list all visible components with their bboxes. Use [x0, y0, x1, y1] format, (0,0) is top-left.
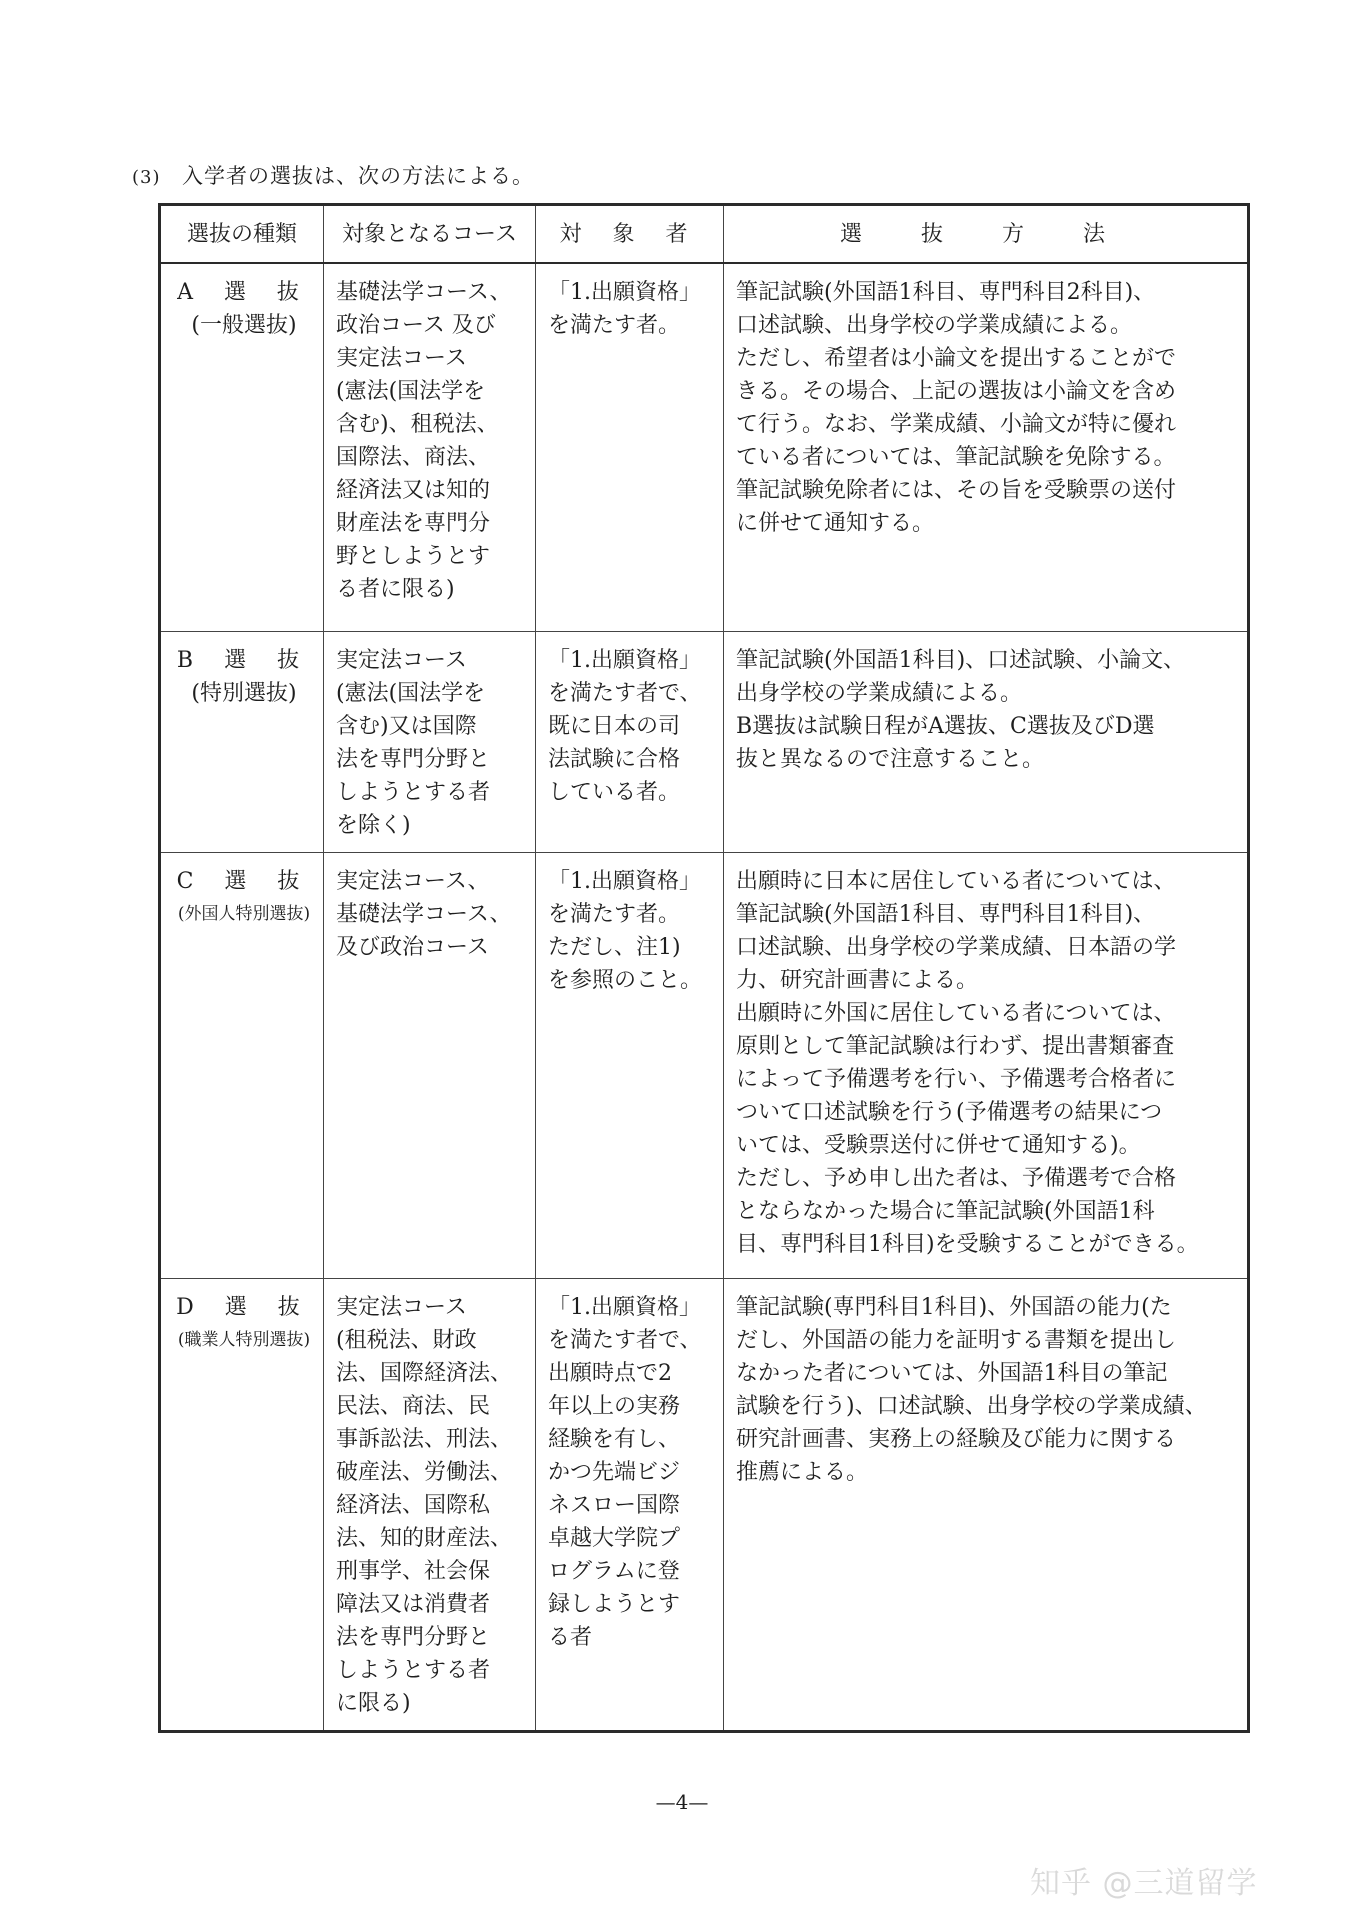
selection-type-name: C 選 抜 [176, 868, 312, 894]
applicant-line: 出願時点で2 [548, 1360, 672, 1386]
applicant-line: している者。 [548, 779, 681, 805]
header-target-course: 対象となるコース [324, 205, 536, 264]
applicant-line: ネスロー国際 [548, 1492, 681, 1518]
applicant-line: 「1.出願資格」 [548, 280, 701, 305]
course-line: 国際法、商法、 [336, 445, 491, 470]
selection-type-subtitle: (外国人特別選抜) [177, 903, 311, 924]
watermark: 知乎 @三道留学 [1030, 1866, 1258, 1901]
course-line: を除く) [336, 812, 411, 838]
course-line: しようとする者 [336, 1657, 491, 1683]
applicant-line: ログラムに登 [548, 1558, 680, 1584]
method-line: によって予備選考を行い、予備選考合格者に [736, 1066, 1177, 1092]
course-line: 含む)、租税法、 [336, 412, 499, 437]
selection-type-name: D 選 抜 [176, 1294, 312, 1320]
selection-method-cell [724, 1278, 1249, 1731]
eligible-applicant-cell [536, 631, 724, 852]
course-line: に限る) [336, 1690, 411, 1716]
selection-method-table [158, 203, 1250, 1733]
applicant-line: 録しようとす [548, 1591, 681, 1617]
course-line: 実定法コース [336, 346, 467, 371]
course-line: 野としようとす [336, 544, 491, 569]
method-line: 出願時に日本に居住している者については、 [736, 868, 1176, 894]
method-line: だし、外国語の能力を証明する書類を提出し [736, 1327, 1177, 1353]
course-line: 障法又は消費者 [336, 1591, 491, 1617]
method-line: 試験を行う)、口述試験、出身学校の学業成績、 [736, 1393, 1207, 1419]
course-line: 事訴訟法、刑法、 [336, 1426, 513, 1452]
selection-type-subtitle: (特別選抜) [191, 680, 297, 706]
course-line: 法、知的財産法、 [336, 1525, 513, 1551]
header-selection-method: 選 抜 方 法 [724, 205, 1249, 264]
selection-type-subtitle: (一般選抜) [191, 313, 297, 338]
selection-method-cell [724, 852, 1249, 1278]
applicant-line: 既に日本の司 [548, 713, 681, 739]
course-line: 刑事学、社会保 [336, 1558, 491, 1584]
course-line: 破産法、労働法、 [336, 1459, 513, 1485]
method-line: 筆記試験(専門科目1科目)、外国語の能力(た [736, 1294, 1172, 1320]
method-line: きる。その場合、上記の選抜は小論文を含め [736, 379, 1177, 404]
selection-type-name: A 選 抜 [177, 280, 311, 305]
method-line: 力、研究計画書による。 [736, 967, 979, 993]
table-row-selection-d [160, 1278, 1249, 1731]
table-row-selection-c [160, 852, 1249, 1278]
course-line: 民法、商法、民 [336, 1393, 491, 1419]
applicant-line: 「1.出願資格」 [548, 647, 701, 673]
applicant-line: を満たす者。 [548, 313, 681, 338]
selection-type-cell [160, 631, 324, 852]
table-header-row [160, 205, 1249, 264]
applicant-line: 経験を有し、 [548, 1426, 681, 1452]
table-row-selection-b [160, 631, 1249, 852]
table-row-selection-a [160, 263, 1249, 631]
course-line: 法を専門分野と [336, 746, 491, 772]
course-line: しようとする者 [336, 779, 491, 805]
selection-type-cell [160, 263, 324, 631]
method-line: 推薦による。 [736, 1459, 869, 1485]
method-line: 口述試験、出身学校の学業成績、日本語の学 [736, 934, 1177, 960]
applicant-line: 卓越大学院プ [548, 1525, 681, 1551]
method-line: ただし、予め申し出た者は、予備選考で合格 [736, 1165, 1177, 1191]
course-line: る者に限る) [336, 577, 455, 602]
applicant-line: を満たす者で、 [548, 680, 702, 706]
course-line: 含む)又は国際 [336, 713, 477, 739]
method-line: 出身学校の学業成績による。 [736, 680, 1023, 706]
method-line: 原則として筆記試験は行わず、提出書類審査 [736, 1033, 1175, 1059]
course-line: (憲法(国法学を [336, 379, 486, 404]
target-course-cell [324, 852, 536, 1278]
applicant-line: かつ先端ビジ [548, 1459, 681, 1485]
course-line: (憲法(国法学を [336, 680, 486, 706]
method-line: 口述試験、出身学校の学業成績による。 [736, 313, 1133, 338]
section-heading [132, 160, 534, 190]
course-line: 及び政治コース [336, 934, 489, 960]
course-line: 基礎法学コース、 [336, 901, 512, 927]
header-selection-type: 選抜の種類 [160, 205, 324, 264]
eligible-applicant-cell [536, 1278, 724, 1731]
course-line: 政治コース 及び [336, 313, 496, 338]
method-line: 出願時に外国に居住している者については、 [736, 1000, 1176, 1026]
course-line: 財産法を専門分 [336, 511, 491, 536]
applicant-line: を参照のこと。 [548, 967, 703, 993]
method-line: ついて口述試験を行う(予備選考の結果につ [736, 1099, 1163, 1125]
applicant-line: る者 [548, 1624, 593, 1650]
applicant-line: を満たす者。 [548, 901, 681, 927]
method-line: 筆記試験(外国語1科目、専門科目1科目)、 [736, 901, 1156, 927]
method-line: 筆記試験免除者には、その旨を受験票の送付 [736, 478, 1177, 503]
selection-method-cell [724, 631, 1249, 852]
method-line: 筆記試験(外国語1科目、専門科目2科目)、 [736, 280, 1156, 305]
header-eligible-applicant: 対 象 者 [536, 205, 724, 264]
method-line: B選抜は試験日程がA選抜、C選抜及びD選 [736, 713, 1155, 739]
target-course-cell [324, 1278, 536, 1731]
course-line: 法、国際経済法、 [336, 1360, 513, 1386]
method-line: に併せて通知する。 [736, 511, 935, 536]
selection-type-cell [160, 1278, 324, 1731]
method-line: なかった者については、外国語1科目の筆記 [736, 1360, 1168, 1386]
applicant-line: 年以上の実務 [548, 1393, 681, 1419]
course-line: 実定法コース、 [336, 868, 490, 894]
course-line: 基礎法学コース、 [336, 280, 512, 305]
course-line: (租税法、財政 [336, 1327, 477, 1353]
method-line: て行う。なお、学業成績、小論文が特に優れ [736, 412, 1177, 437]
applicant-line: を満たす者で、 [548, 1327, 702, 1353]
course-line: 法を専門分野と [336, 1624, 491, 1650]
applicant-line: ただし、注1) [548, 934, 681, 960]
section-number: (3) [132, 167, 161, 188]
course-line: 経済法又は知的 [336, 478, 491, 503]
section-heading-text: 入学者の選抜は、次の方法による。 [182, 164, 534, 188]
course-line: 実定法コース [336, 647, 467, 673]
method-line: 目、専門科目1科目)を受験することができる。 [736, 1231, 1199, 1257]
method-line: ている者については、筆記試験を免除する。 [736, 445, 1176, 470]
target-course-cell [324, 263, 536, 631]
selection-type-cell [160, 852, 324, 1278]
method-line: 抜と異なるので注意すること。 [736, 746, 1045, 772]
method-line: ただし、希望者は小論文を提出することがで [736, 346, 1177, 371]
course-line: 実定法コース [336, 1294, 467, 1320]
applicant-line: 法試験に合格 [548, 746, 681, 772]
selection-type-name: B 選 抜 [176, 647, 312, 673]
method-line: とならなかった場合に筆記試験(外国語1科 [736, 1198, 1155, 1224]
eligible-applicant-cell [536, 263, 724, 631]
applicant-line: 「1.出願資格」 [548, 1294, 701, 1320]
method-line: いては、受験票送付に併せて通知する)。 [736, 1132, 1141, 1158]
selection-method-cell [724, 263, 1249, 631]
selection-type-subtitle: (職業人特別選抜) [177, 1329, 311, 1350]
course-line: 経済法、国際私 [336, 1492, 491, 1518]
target-course-cell [324, 631, 536, 852]
method-line: 研究計画書、実務上の経験及び能力に関する [736, 1426, 1177, 1452]
method-line: 筆記試験(外国語1科目)、口述試験、小論文、 [736, 647, 1186, 673]
applicant-line: 「1.出願資格」 [548, 868, 701, 894]
page-number: —4— [655, 1790, 709, 1814]
eligible-applicant-cell [536, 852, 724, 1278]
